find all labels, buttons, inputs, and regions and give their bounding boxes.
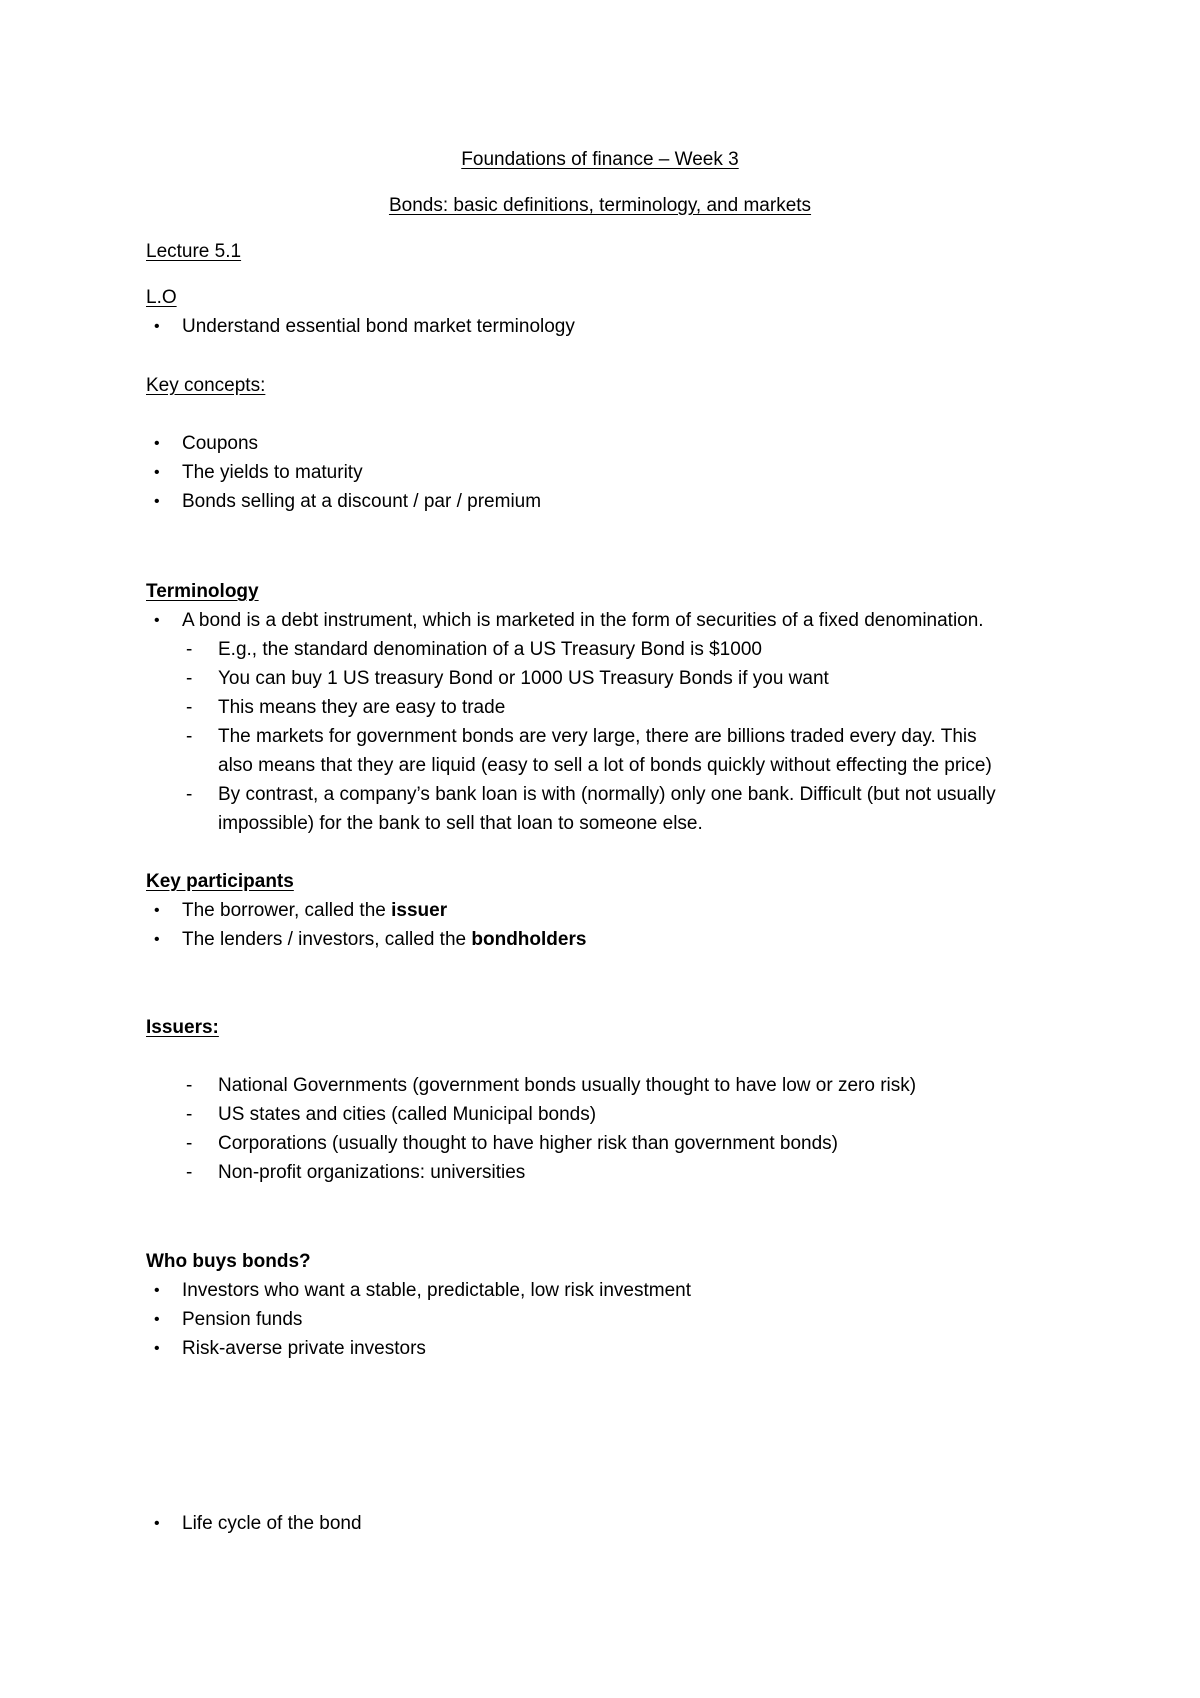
issuer-item: Corporations (usually thought to have higher risk than government bonds) <box>218 1133 838 1154</box>
participant-text: The lenders / investors, called the <box>182 929 472 950</box>
participant-text: The borrower, called the <box>182 900 392 921</box>
terminology-heading: Terminology <box>146 581 259 602</box>
dash-icon: - <box>186 1133 193 1154</box>
terminology-subitem: By contrast, a company’s bank loan is with (normally) only one bank. Difficult (but not usually <box>218 784 996 805</box>
terminology-item: A bond is a debt instrument, which is marketed in the form of securities of a fixed denomination. <box>182 610 984 631</box>
dash-icon: - <box>186 1162 193 1183</box>
buyers-heading: Who buys bonds? <box>146 1251 311 1272</box>
participant-item <box>182 928 586 952</box>
bullet-icon: • <box>154 902 160 919</box>
key-concept-item: Bonds selling at a discount / par / premium <box>182 491 542 512</box>
lifecycle-item: Life cycle of the bond <box>182 1513 362 1534</box>
issuer-item: US states and cities (called Municipal bonds) <box>218 1104 597 1125</box>
key-concepts-heading: Key concepts: <box>146 375 266 396</box>
participants-heading: Key participants <box>146 871 294 892</box>
document-subtitle-text: Bonds: basic definitions, terminology, and markets <box>388 195 812 216</box>
issuers-heading: Issuers: <box>146 1017 219 1038</box>
dash-icon: - <box>186 1075 193 1096</box>
bullet-icon: • <box>154 1311 160 1328</box>
terminology-subitem: You can buy 1 US treasury Bond or 1000 US Treasury Bonds if you want <box>218 668 829 689</box>
bullet-icon: • <box>154 318 160 335</box>
lo-item: Understand essential bond market terminology <box>182 316 575 337</box>
participant-item <box>182 899 447 923</box>
bullet-icon: • <box>154 1340 160 1357</box>
terminology-subitem: This means they are easy to trade <box>218 697 506 718</box>
key-concept-item: The yields to maturity <box>182 462 363 483</box>
document-title-text: Foundations of finance – Week 3 <box>461 149 739 170</box>
participant-term: bondholders <box>471 929 587 950</box>
bullet-icon: • <box>154 435 160 452</box>
participant-term: issuer <box>391 900 448 921</box>
dash-icon: - <box>186 784 193 805</box>
terminology-subitem-continued: impossible) for the bank to sell that loan to someone else. <box>218 813 703 834</box>
buyer-item: Investors who want a stable, predictable, low risk investment <box>182 1280 692 1301</box>
lo-heading: L.O <box>146 287 177 308</box>
bullet-icon: • <box>154 931 160 948</box>
issuer-item: National Governments (government bonds usually thought to have low or zero risk) <box>218 1075 917 1096</box>
dash-icon: - <box>186 668 193 689</box>
document-title <box>0 148 1200 172</box>
bullet-icon: • <box>154 464 160 481</box>
terminology-subitem-continued: also means that they are liquid (easy to sell a lot of bonds quickly without effecting the price) <box>218 755 992 776</box>
buyer-item: Risk-averse private investors <box>182 1338 426 1359</box>
terminology-subitem: The markets for government bonds are very large, there are billions traded every day. This <box>218 726 977 747</box>
bullet-icon: • <box>154 612 160 629</box>
terminology-subitem: E.g., the standard denomination of a US Treasury Bond is $1000 <box>218 639 762 660</box>
document-subtitle <box>0 194 1200 218</box>
lecture-heading: Lecture 5.1 <box>146 241 242 262</box>
buyer-item: Pension funds <box>182 1309 303 1330</box>
bullet-icon: • <box>154 1515 160 1532</box>
bullet-icon: • <box>154 1282 160 1299</box>
dash-icon: - <box>186 1104 193 1125</box>
dash-icon: - <box>186 697 193 718</box>
dash-icon: - <box>186 639 193 660</box>
key-concept-item: Coupons <box>182 433 259 454</box>
dash-icon: - <box>186 726 193 747</box>
bullet-icon: • <box>154 493 160 510</box>
issuer-item: Non-profit organizations: universities <box>218 1162 526 1183</box>
